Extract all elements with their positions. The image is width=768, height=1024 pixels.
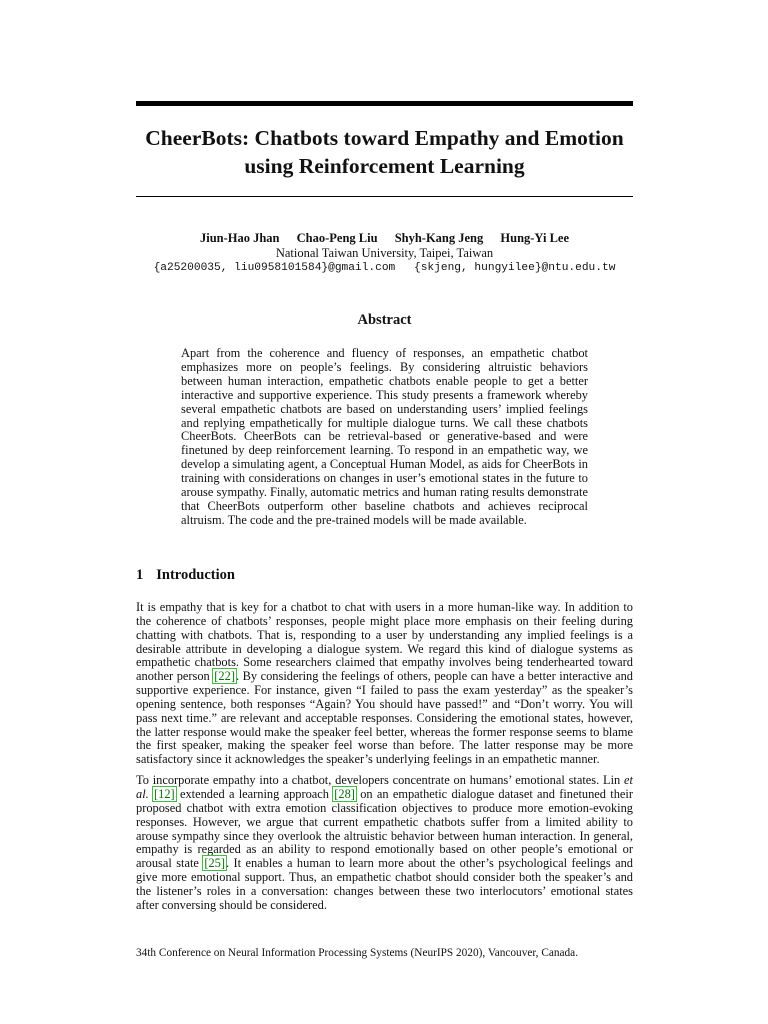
affiliation: National Taiwan University, Taipei, Taiwan bbox=[275, 246, 494, 260]
author-emails bbox=[136, 261, 633, 276]
citation-link[interactable]: [25] bbox=[204, 856, 225, 871]
introduction-body bbox=[136, 601, 633, 920]
paragraph-text: on an empathetic dialogue dataset and finetuned their proposed chatbot with extra emotion classification objectives to produce more emotion-evoking responses. However, we argue that current empathetic chatbots suffer from a limited ability to arouse sympathy since they overlook the altruistic behavior between human interaction. In general, empathy is regarded as an ability to respond emotionally based on other people’s emotional or arousal state bbox=[136, 786, 633, 871]
title-bottom-rule bbox=[136, 196, 633, 197]
citation-link[interactable]: [12] bbox=[154, 786, 175, 801]
paragraph-text: It is empathy that is key for a chatbot to chat with users in a more human-like way. In addition to the coherence of chatbots’ responses, people might place more emphasis on their feeling during chatting with chatbots. That is, responding to a user by understanding any implied feelings is a desirable attribute in developing a dialogue system. We regard this kind of dialogue systems as empathetic chatbots. Some researchers claimed that empathy involves being tenderhearted toward another person bbox=[136, 600, 633, 684]
author-block bbox=[136, 231, 633, 276]
paragraph-text: . By considering the feelings of others, people can have a better interactive and supportive experience. For instance, given “I failed to pass the exam yesterday” as the speaker’s opening sentence, both responses “Again? You should have passed!” and “Don’t worry. You will pass next time.” are relevant and acceptable responses. Considering the emotional states, however, the latter response would make the speaker feel better, whereas the former response seems to blame the first speaker, making the speaker feel worse than before. The latter response may be more satisfactory since it acknowledges the speaker’s underlying feelings in an empathetic manner. bbox=[136, 669, 633, 767]
title-line-1: CheerBots: Chatbots toward Empathy and Emotion bbox=[145, 126, 624, 150]
abstract-text: Apart from the coherence and fluency of responses, an empathetic chatbot emphasizes more on people’s feelings. By considering altruistic behaviors between human interaction, empathetic chatbots enable people to get a better interactive and supportive experience. This study presents a framework whereby several empathetic chatbots are based on understanding users’ implied feelings and replying empathetically for multiple dialogue turns. We call these chatbots CheerBots. CheerBots can be retrieval-based or generative-based and were finetuned by deep reinforcement learning. To respond in an empathetic way, we develop a simulating agent, a Conceptual Human Model, as aids for CheerBots in training with considerations on changes in user’s emotional states in the future to arouse sympathy. Finally, automatic metrics and human rating results demonstrate that CheerBots outperform other baseline chatbots and achieves reciprocal altruism. The code and the pre-trained models will be made available. bbox=[181, 346, 588, 527]
email-group: {a25200035, liu0958101584}@gmail.com bbox=[153, 262, 396, 274]
author-name: Chao-Peng Liu bbox=[296, 231, 378, 245]
citation-link[interactable]: [28] bbox=[334, 786, 355, 801]
author-name: Shyh-Kang Jeng bbox=[394, 231, 484, 245]
title-top-rule bbox=[136, 101, 633, 106]
paragraph-text: extended a learning approach bbox=[175, 786, 334, 801]
author-names bbox=[136, 231, 633, 246]
paper-title bbox=[136, 124, 633, 180]
et-al: et al. bbox=[136, 773, 633, 801]
section-number: 1 bbox=[136, 567, 144, 583]
citation-link[interactable]: [22] bbox=[214, 669, 235, 684]
paragraph-text: To incorporate empathy into a chatbot, developers concentrate on humans’ emotional states. Lin bbox=[136, 773, 625, 788]
abstract-heading: Abstract bbox=[357, 312, 412, 328]
conference-footnote: 34th Conference on Neural Information Processing Systems (NeurIPS 2020), Vancouver, Canada. bbox=[136, 947, 579, 959]
title-line-2: using Reinforcement Learning bbox=[244, 154, 525, 178]
section-title: Introduction bbox=[156, 567, 235, 583]
paragraph bbox=[136, 601, 633, 767]
paragraph-text: . It enables a human to learn more about the other’s psychological feelings and give more emotional support. Thus, an empathetic chatbot should consider both the speaker’s and the listener’s roles in a conversation: changes between these two interlocutors’ emotional states after conversing should be considered. bbox=[136, 856, 633, 912]
author-name: Hung-Yi Lee bbox=[500, 231, 570, 245]
author-name: Jiun-Hao Jhan bbox=[199, 231, 280, 245]
email-group: {skjeng, hungyilee}@ntu.edu.tw bbox=[414, 262, 616, 274]
paragraph bbox=[136, 774, 633, 912]
section-heading bbox=[136, 567, 235, 584]
